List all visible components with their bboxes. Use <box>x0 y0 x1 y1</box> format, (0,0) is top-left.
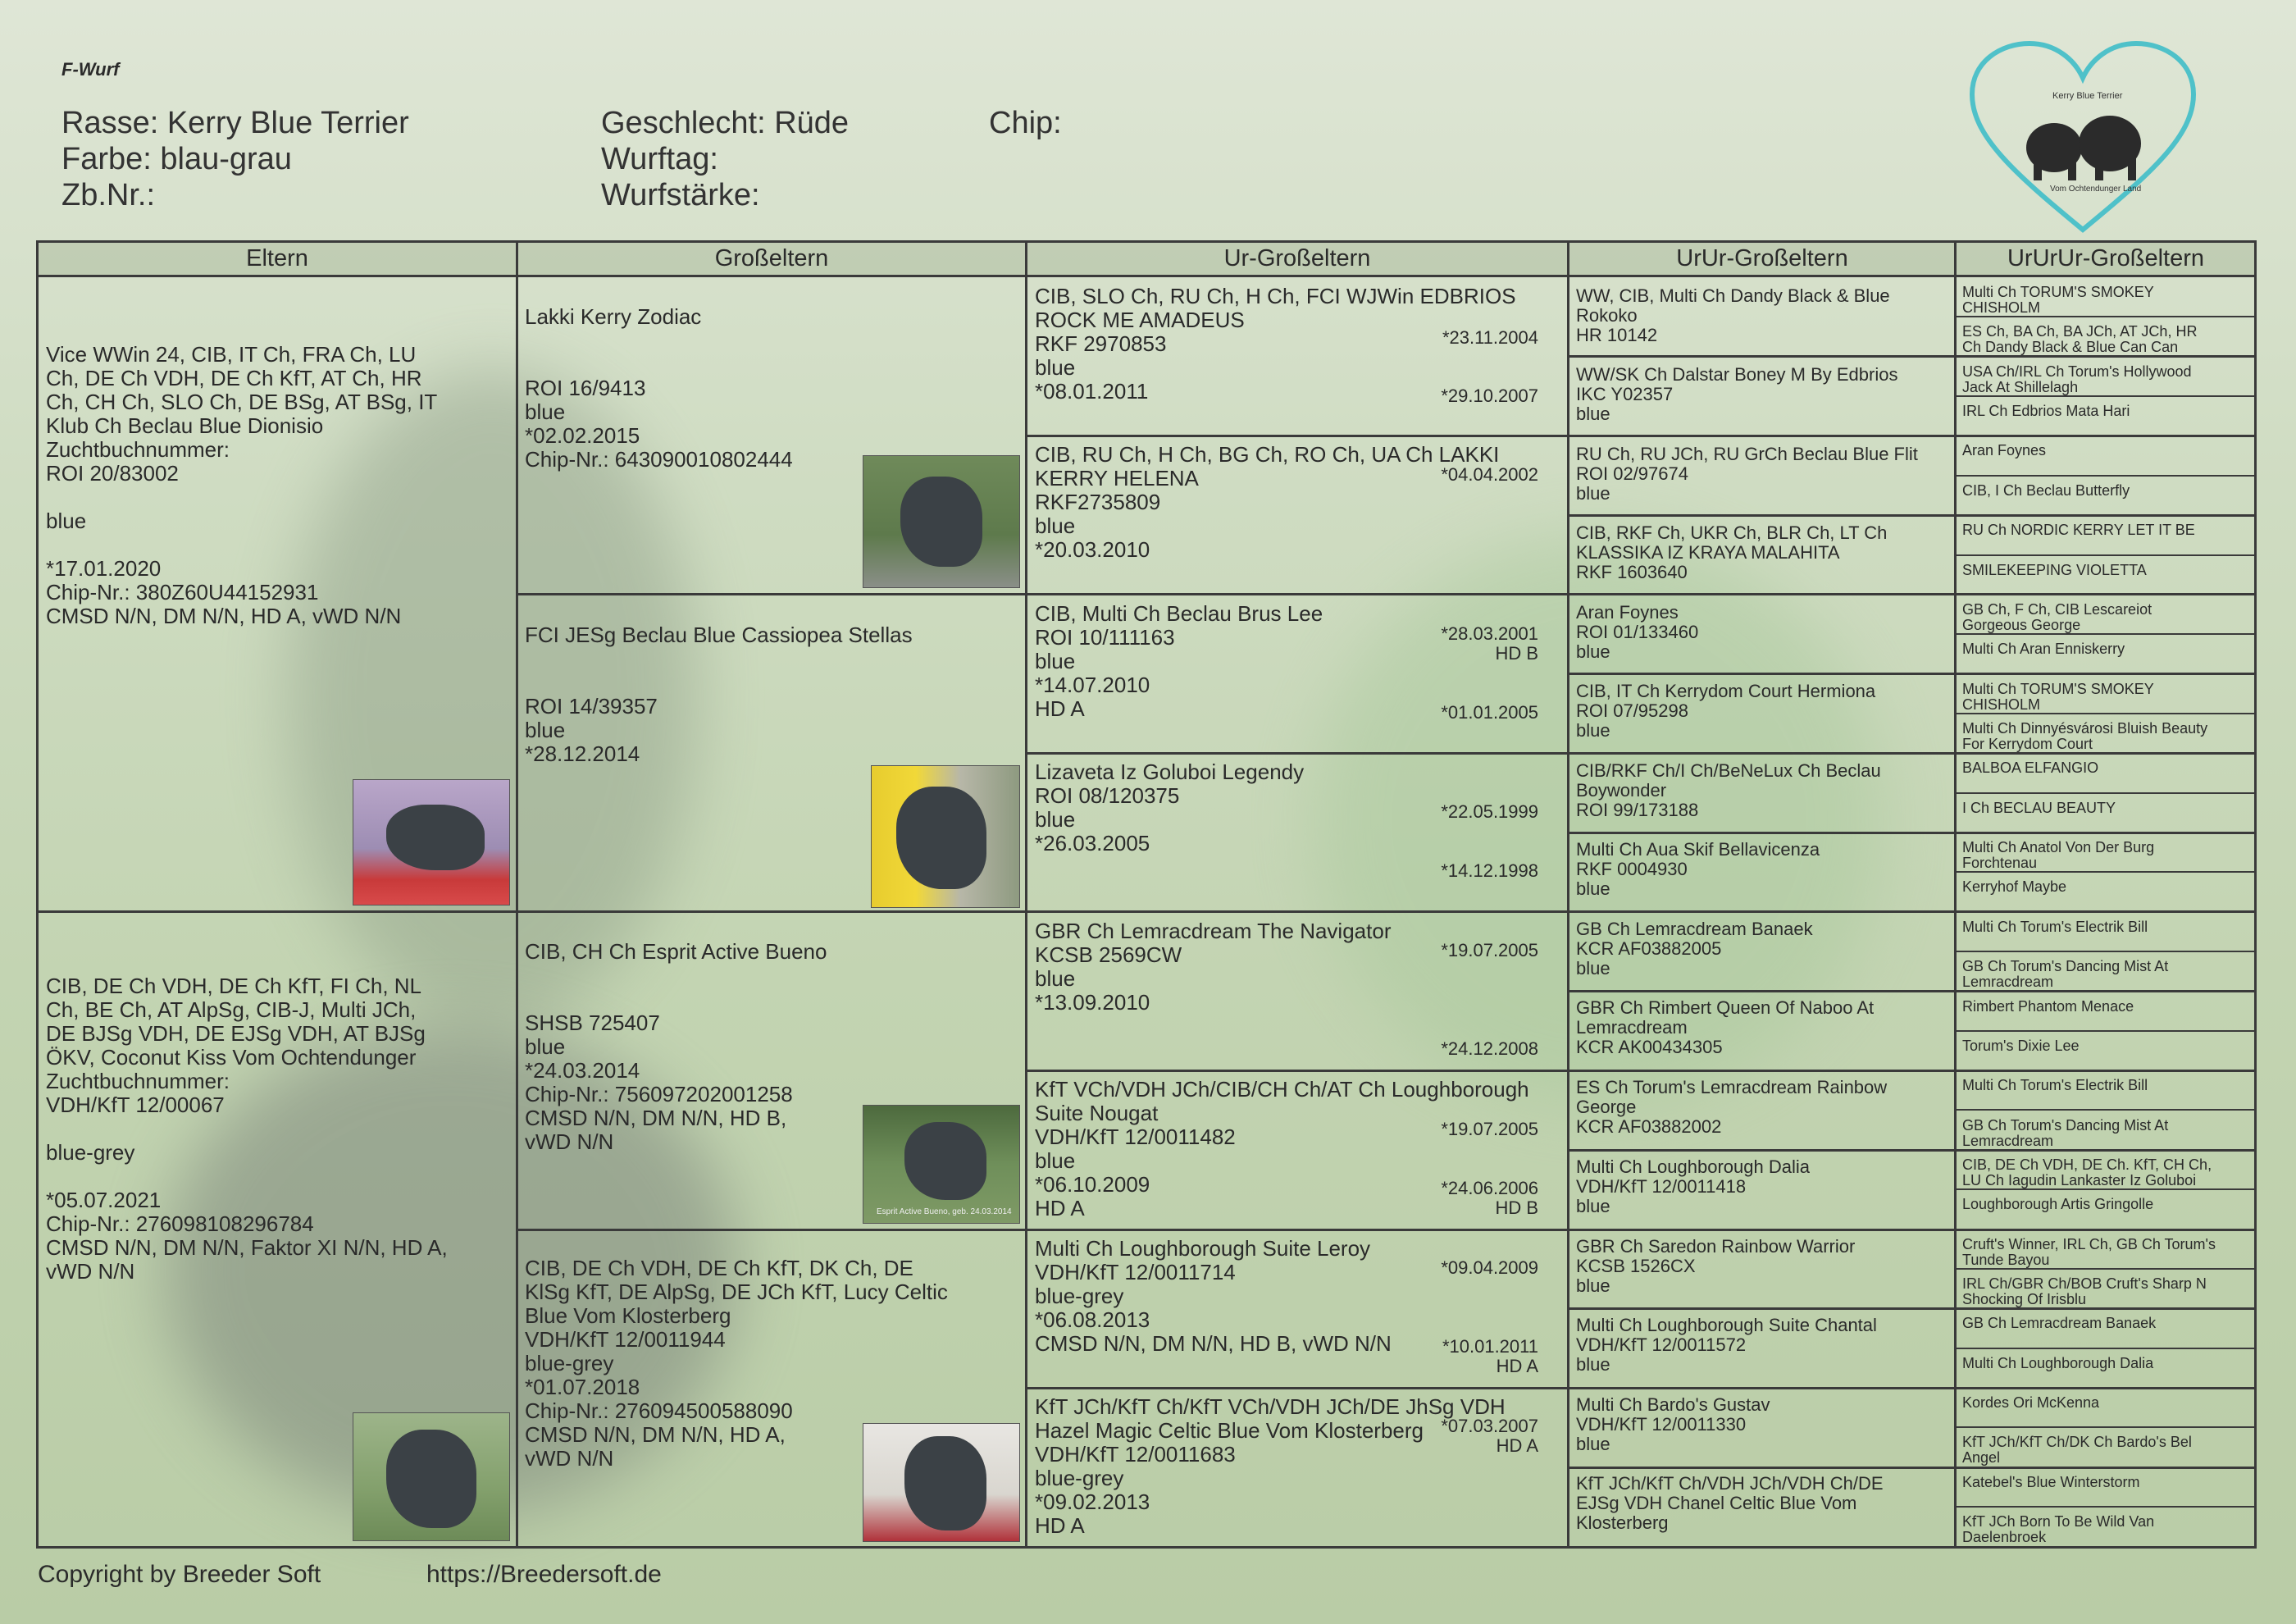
great-grandparent-3: CIB, Multi Ch Beclau Brus Lee ROI 10/111163 blue *14.07.2010 HD A <box>1035 601 1323 721</box>
grid-line <box>1955 951 2257 952</box>
grandparent-4: CIB, DE Ch VDH, DE Ch KfT, DK Ch, DE KlSg KfT, DE AlpSg, DE JCh KfT, Lucy Celtic Blue Vom Klosterberg VDH/KfT 12/0011944 blue-grey *01.07.2018 Chip-Nr.: 276094500588090 CMSD N/N, DM N/N, HD A, vWD N/N <box>525 1256 948 1471</box>
grandparent-3: CIB, CH Ch Esprit Active Bueno SHSB 725407 blue *24.03.2014 Chip-Nr.: 756097202001258 CMSD N/N, DM N/N, HD B, vWD N/N <box>525 939 827 1154</box>
ggg-grandparent-11: Multi Ch TORUM'S SMOKEY CHISHOLM <box>1962 681 2154 713</box>
gg-grandparent-12-hd: HD B <box>1495 1197 1538 1218</box>
great-grandparent-1: CIB, SLO Ch, RU Ch, H Ch, FCI WJWin EDBRIOS ROCK ME AMADEUS RKF 2970853 blue *08.01.2011 <box>1035 284 1516 404</box>
logo-text-bottom: Vom Ochtendunger Land <box>2050 185 2142 194</box>
parent-sire: Vice WWin 24, CIB, IT Ch, FRA Ch, LU Ch, DE Ch VDH, DE Ch KfT, AT Ch, HR Ch, CH Ch, SLO Ch, DE BSg, AT BSg, IT Klub Ch Beclau Blue Dionisio Zuchtbuchnummer: ROI 20/83002 blue *17.01.2020 Chip-Nr.: 380Z60U44152931 CMSD N/N, DM N/N, HD A, vWD N/N <box>46 342 438 628</box>
great-grandparent-6: KfT VCh/VDH JCh/CIB/CH Ch/AT Ch Loughborough Suite Nougat VDH/KfT 12/0011482 blue *06.10.2009 HD A <box>1035 1077 1529 1220</box>
color-label: Farbe: blau-grau <box>61 142 292 176</box>
header-middle <box>601 105 849 213</box>
ggg-grandparent-6: CIB, I Ch Beclau Butterfly <box>1962 482 2130 499</box>
ggg-grandparent-14: I Ch BECLAU BEAUTY <box>1962 800 2116 816</box>
grid-line <box>1955 316 2257 317</box>
gg-grandparent-3-date: *04.04.2002 <box>1441 464 1538 485</box>
gg-grandparent-13: GBR Ch Saredon Rainbow Warrior KCSB 1526CX blue <box>1576 1236 1856 1296</box>
sex-label: Geschlecht: Rüde <box>601 106 850 140</box>
grid-line <box>1955 713 2257 714</box>
grid-line <box>1568 1467 2257 1469</box>
ggg-grandparent-23: CIB, DE Ch VDH, DE Ch. KfT, CH Ch, LU Ch Iagudin Lankaster Iz Goluboi <box>1962 1156 2212 1188</box>
column-header-grosseltern: Großeltern <box>518 242 1025 275</box>
grid-line <box>1026 752 2257 755</box>
ggg-grandparent-15: Multi Ch Anatol Von Der Burg Forchtenau <box>1962 839 2155 871</box>
gg-grandparent-7: CIB/RKF Ch/I Ch/BeNeLux Ch Beclau Boywonder ROI 99/173188 <box>1576 760 1881 820</box>
gg-grandparent-9-date: *19.07.2005 <box>1441 940 1538 960</box>
grid-line <box>1026 1070 2257 1072</box>
ggg-grandparent-4: IRL Ch Edbrios Mata Hari <box>1962 403 2130 419</box>
gg-grandparent-16: KfT JCh/KfT Ch/VDH JCh/VDH Ch/DE EJSg VDH Chanel Celtic Blue Vom Klosterberg <box>1576 1473 1884 1533</box>
grid-line <box>1568 355 2257 358</box>
gg-grandparent-1-date: *23.11.2004 <box>1442 327 1538 348</box>
grid-line <box>36 240 39 1549</box>
ggg-grandparent-18: GB Ch Torum's Dancing Mist At Lemracdream <box>1962 958 2169 990</box>
grid-line <box>1955 554 2257 556</box>
grid-line <box>1955 1188 2257 1190</box>
gg-grandparent-8: Multi Ch Aua Skif Bellavicenza RKF 0004930 blue <box>1576 839 1820 899</box>
gg-grandparent-15-hd: HD A <box>1496 1435 1538 1456</box>
litter-size-label: Wurfstärke: <box>601 178 760 212</box>
column-header-eltern: Eltern <box>38 242 517 275</box>
breed-label: Rasse: Kerry Blue Terrier <box>61 106 409 140</box>
ggg-grandparent-16: Kerryhof Maybe <box>1962 878 2067 895</box>
ggg-grandparent-21: Multi Ch Torum's Electrik Bill <box>1962 1077 2148 1093</box>
ggg-grandparent-2: ES Ch, BA Ch, BA JCh, AT JCh, HR Ch Dandy Black & Blue Can Can <box>1962 323 2198 355</box>
great-grandparent-2: CIB, RU Ch, H Ch, BG Ch, RO Ch, UA Ch LAKKI KERRY HELENA RKF2735809 blue *20.03.2010 <box>1035 442 1500 562</box>
ggg-grandparent-3: USA Ch/IRL Ch Torum's Hollywood Jack At Shillelagh <box>1962 363 2192 395</box>
gg-grandparent-4: CIB, RKF Ch, UKR Ch, BLR Ch, LT Ch KLASSIKA IZ KRAYA MALAHITA RKF 1603640 <box>1576 522 1888 582</box>
ggg-grandparent-10: Multi Ch Aran Enniskerry <box>1962 641 2125 657</box>
gg-grandparent-8-date: *14.12.1998 <box>1441 860 1538 881</box>
gg-grandparent-2: WW/SK Ch Dalstar Boney M By Edbrios IKC Y02357 blue <box>1576 364 1898 424</box>
grid-line <box>1955 1109 2257 1111</box>
grandparent-1: Lakki Kerry Zodiac ROI 16/9413 blue *02.02.2015 Chip-Nr.: 643090010802444 <box>525 304 793 472</box>
ggg-grandparent-30: KfT JCh/KfT Ch/DK Ch Bardo's Bel Angel <box>1962 1434 2192 1466</box>
gg-grandparent-15-date: *07.03.2007 <box>1441 1416 1538 1436</box>
stud-number-label: Zb.Nr.: <box>61 178 156 212</box>
ggg-grandparent-20: Torum's Dixie Lee <box>1962 1038 2080 1054</box>
great-grandparent-5: GBR Ch Lemracdream The Navigator KCSB 2569CW blue *13.09.2010 <box>1035 919 1392 1015</box>
grandparent-4-photo <box>863 1423 1020 1542</box>
photo-caption: Esprit Active Bueno, geb. 24.03.2014 <box>877 1207 1012 1216</box>
grid-line <box>517 593 2257 595</box>
grid-line <box>1568 1307 2257 1310</box>
grid-line <box>517 1229 2257 1231</box>
gg-grandparent-12-date: *24.06.2006 <box>1441 1178 1538 1198</box>
grid-line <box>1955 1426 2257 1428</box>
gg-grandparent-3: RU Ch, RU JCh, RU GrCh Beclau Blue Flit ROI 02/97674 blue <box>1576 444 1918 504</box>
ggg-grandparent-1: Multi Ch TORUM'S SMOKEY CHISHOLM <box>1962 284 2154 316</box>
ggg-grandparent-17: Multi Ch Torum's Electrik Bill <box>1962 919 2148 935</box>
grid-line <box>1568 1149 2257 1152</box>
logo-text-top: Kerry Blue Terrier <box>2052 91 2123 101</box>
gg-grandparent-11-date: *19.07.2005 <box>1441 1119 1538 1139</box>
ggg-grandparent-25: Cruft's Winner, IRL Ch, GB Ch Torum's Tunde Bayou <box>1962 1236 2216 1268</box>
grid-line <box>1955 871 2257 873</box>
grid-line <box>36 910 2257 913</box>
sire-photo <box>353 779 510 906</box>
gg-grandparent-7-date: *22.05.1999 <box>1441 801 1538 822</box>
grid-line <box>1955 1268 2257 1270</box>
grid-line <box>1955 633 2257 635</box>
grid-line <box>1568 514 2257 517</box>
ggg-grandparent-12: Multi Ch Dinnyésvárosi Bluish Beauty For Kerrydom Court <box>1962 720 2208 752</box>
grid-line <box>36 240 2257 243</box>
grandparent-3-photo <box>863 1105 1020 1224</box>
ggg-grandparent-5: Aran Foynes <box>1962 442 2047 458</box>
grandparent-2: FCI JESg Beclau Blue Cassiopea Stellas ROI 14/39357 blue *28.12.2014 <box>525 623 913 766</box>
parent-dam: CIB, DE Ch VDH, DE Ch KfT, FI Ch, NL Ch, BE Ch, AT AlpSg, CIB-J, Multi JCh, DE BJSg VDH, DE EJSg VDH, AT BJSg ÖKV, Coconut Kiss Vom Ochtendunger Zuchtbuchnummer: VDH/KfT 12/00067 blue-grey *05.07.2021 Chip-Nr.: 276098108296784 CMSD N/N, DM N/N, Faktor XI N/N, HD A, vWD N/N <box>46 974 448 1284</box>
ggg-grandparent-7: RU Ch NORDIC KERRY LET IT BE <box>1962 522 2195 538</box>
ggg-grandparent-31: Katebel's Blue Winterstorm <box>1962 1474 2140 1490</box>
gg-grandparent-5-hd: HD B <box>1495 643 1538 664</box>
terrier-silhouette-icon <box>2026 116 2141 180</box>
gg-grandparent-11: ES Ch Torum's Lemracdream Rainbow George KCR AF03882002 <box>1576 1077 1888 1137</box>
ggg-grandparent-28: Multi Ch Loughborough Dalia <box>1962 1355 2154 1371</box>
grid-line <box>1568 990 2257 992</box>
gg-grandparent-2-date: *29.10.2007 <box>1441 385 1538 406</box>
ggg-grandparent-8: SMILEKEEPING VIOLETTA <box>1962 562 2147 578</box>
document-title: F-Wurf <box>61 59 120 80</box>
grid-line <box>36 1546 2257 1549</box>
grandparent-1-photo <box>863 455 1020 588</box>
chip-label: Chip: <box>989 106 1062 140</box>
gg-grandparent-13-date: *09.04.2009 <box>1441 1257 1538 1278</box>
ggg-grandparent-26: IRL Ch/GBR Ch/BOB Cruft's Sharp N Shocking Of Irisblu <box>1962 1275 2207 1307</box>
column-header-ur-grosseltern: Ur-Großeltern <box>1027 242 1568 275</box>
birthdate-label: Wurftag: <box>601 142 718 176</box>
ggg-grandparent-29: Kordes Ori McKenna <box>1962 1394 2100 1411</box>
great-grandparent-7: Multi Ch Loughborough Suite Leroy VDH/KfT 12/0011714 blue-grey *06.08.2013 CMSD N/N, DM N/N, HD B, vWD N/N <box>1035 1236 1392 1356</box>
grid-line <box>1026 1387 2257 1389</box>
grid-line <box>516 240 518 1549</box>
gg-grandparent-14-hd: HD A <box>1496 1356 1538 1376</box>
grid-line <box>36 275 2257 277</box>
ggg-grandparent-13: BALBOA ELFANGIO <box>1962 760 2099 776</box>
gg-grandparent-12: Multi Ch Loughborough Dalia VDH/KfT 12/0011418 blue <box>1576 1156 1810 1216</box>
ggg-grandparent-27: GB Ch Lemracdream Banaek <box>1962 1315 2157 1331</box>
grid-line <box>1955 792 2257 794</box>
gg-grandparent-5-date: *28.03.2001 <box>1441 623 1538 644</box>
gg-grandparent-15: Multi Ch Bardo's Gustav VDH/KfT 12/0011330 blue <box>1576 1394 1770 1454</box>
column-header-urur-grosseltern: UrUr-Großeltern <box>1569 242 1955 275</box>
header-left <box>61 105 409 213</box>
grid-line <box>1955 475 2257 477</box>
ggg-grandparent-19: Rimbert Phantom Menace <box>1962 998 2134 1015</box>
kennel-logo <box>1964 37 2202 242</box>
grid-line <box>1568 673 2257 675</box>
great-grandparent-4: Lizaveta Iz Goluboi Legendy ROI 08/120375 blue *26.03.2005 <box>1035 760 1305 855</box>
ggg-grandparent-32: KfT JCh Born To Be Wild Van Daelenbroek <box>1962 1513 2155 1545</box>
gg-grandparent-10-date: *24.12.2008 <box>1441 1038 1538 1059</box>
grid-line <box>1955 1030 2257 1032</box>
grid-line <box>1026 435 2257 437</box>
grid-line <box>1955 395 2257 397</box>
column-header-ururur-grosseltern: UrUrUr-Großeltern <box>1957 242 2255 275</box>
dam-photo <box>353 1412 510 1541</box>
gg-grandparent-14: Multi Ch Loughborough Suite Chantal VDH/KfT 12/0011572 blue <box>1576 1315 1877 1375</box>
gg-grandparent-10: GBR Ch Rimbert Queen Of Naboo At Lemracdream KCR AK00434305 <box>1576 997 1875 1057</box>
grandparent-2-photo <box>871 765 1020 908</box>
grid-line <box>1955 1348 2257 1349</box>
gg-grandparent-5: Aran Foynes ROI 01/133460 blue <box>1576 602 1699 662</box>
gg-grandparent-6: CIB, IT Ch Kerrydom Court Hermiona ROI 07/95298 blue <box>1576 681 1876 741</box>
gg-grandparent-1: WW, CIB, Multi Ch Dandy Black & Blue Rokoko HR 10142 <box>1576 285 1890 345</box>
website-link[interactable]: https://Breedersoft.de <box>426 1561 662 1588</box>
ggg-grandparent-24: Loughborough Artis Gringolle <box>1962 1196 2154 1212</box>
copyright-text: Copyright by Breeder Soft <box>38 1561 321 1588</box>
ggg-grandparent-22: GB Ch Torum's Dancing Mist At Lemracdream <box>1962 1117 2169 1149</box>
gg-grandparent-9: GB Ch Lemracdream Banaek KCR AF03882005 blue <box>1576 919 1813 979</box>
ggg-grandparent-9: GB Ch, F Ch, CIB Lescareiot Gorgeous George <box>1962 601 2152 633</box>
great-grandparent-8: KfT JCh/KfT Ch/KfT VCh/VDH JCh/DE JhSg VDH Hazel Magic Celtic Blue Vom Klosterberg VDH/KfT 12/0011683 blue-grey *09.02.2013 HD A <box>1035 1394 1506 1538</box>
grid-line <box>1568 832 2257 834</box>
grid-line <box>1955 1506 2257 1508</box>
gg-grandparent-14-date: *10.01.2011 <box>1442 1336 1538 1357</box>
gg-grandparent-6-date: *01.01.2005 <box>1441 702 1538 723</box>
